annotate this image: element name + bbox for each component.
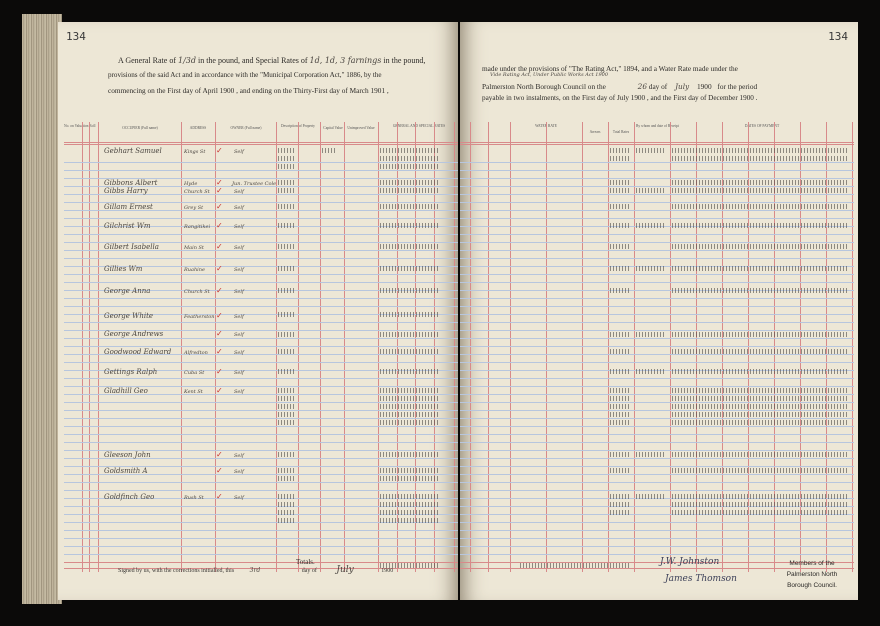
col-description: Description of Property bbox=[281, 124, 315, 128]
address-entry: Church St bbox=[184, 189, 210, 195]
owner-entry: Self bbox=[234, 389, 244, 395]
col-owner: OWNER (Full name) bbox=[230, 126, 262, 130]
address-entry: Rangitikei bbox=[184, 224, 211, 230]
payment-scrawl bbox=[672, 468, 848, 473]
check-mark-icon: ✓ bbox=[216, 178, 223, 187]
payment-scrawl bbox=[672, 420, 848, 425]
left-ledger-grid bbox=[64, 122, 458, 572]
members-line-2: Palmerston North bbox=[786, 571, 838, 578]
payment-scrawl bbox=[610, 223, 630, 228]
value-scrawl bbox=[380, 452, 440, 457]
check-mark-icon: ✓ bbox=[216, 286, 223, 295]
payment-scrawl bbox=[636, 148, 666, 153]
address-entry: Church St bbox=[184, 289, 210, 295]
page-number-left: 134 bbox=[66, 30, 86, 43]
owner-entry: Self bbox=[234, 245, 244, 251]
value-scrawl bbox=[380, 518, 440, 523]
value-scrawl bbox=[380, 223, 440, 228]
check-mark-icon: ✓ bbox=[216, 450, 223, 459]
payment-scrawl bbox=[636, 188, 666, 193]
occupier-entry: Goldsmith A bbox=[104, 467, 148, 475]
occupier-entry: Goodwood Edward bbox=[104, 348, 172, 356]
footer-year: 1900 bbox=[381, 568, 394, 574]
payment-scrawl bbox=[672, 510, 848, 515]
totals-scrawl bbox=[520, 563, 630, 568]
payment-scrawl bbox=[672, 494, 848, 499]
members-line-1: Members of the bbox=[789, 560, 835, 567]
payment-scrawl bbox=[610, 204, 630, 209]
occupier-entry: Gibbs Harry bbox=[104, 187, 148, 195]
value-scrawl bbox=[278, 412, 294, 417]
payment-scrawl bbox=[672, 369, 848, 374]
value-scrawl bbox=[380, 412, 440, 417]
value-scrawl bbox=[380, 349, 440, 354]
payment-scrawl bbox=[672, 244, 848, 249]
owner-entry: Self bbox=[234, 205, 244, 211]
occupier-entry: Gebhart Samuel bbox=[104, 147, 162, 155]
value-scrawl bbox=[278, 244, 294, 249]
payment-scrawl bbox=[610, 510, 630, 515]
value-scrawl bbox=[380, 494, 440, 499]
signature-2: James Thomson bbox=[665, 574, 737, 584]
owner-entry: Self bbox=[234, 350, 244, 356]
signature-1: J.W. Johnston bbox=[660, 557, 720, 567]
value-scrawl bbox=[380, 369, 440, 374]
payment-scrawl bbox=[610, 180, 630, 185]
payment-scrawl bbox=[672, 188, 848, 193]
value-scrawl bbox=[278, 510, 294, 515]
value-scrawl bbox=[278, 494, 294, 499]
right-header-handwritten-note: Vide Rating Act, Under Public Works Act 1900 bbox=[490, 72, 609, 78]
payment-scrawl bbox=[672, 180, 848, 185]
header-special-rates: in the pound, and Special Rates of bbox=[197, 56, 308, 65]
payment-scrawl bbox=[610, 468, 630, 473]
payment-scrawl bbox=[672, 332, 848, 337]
value-scrawl bbox=[380, 502, 440, 507]
right-ledger-grid bbox=[460, 122, 854, 572]
council-month: July bbox=[675, 82, 690, 91]
header-general-rate: A General Rate of bbox=[118, 56, 176, 65]
address-entry: Alfredton bbox=[184, 350, 208, 356]
payment-scrawl bbox=[610, 369, 630, 374]
header-line-1 bbox=[118, 54, 425, 67]
occupier-entry: Goldfinch Geo bbox=[104, 493, 155, 501]
payment-scrawl bbox=[672, 452, 848, 457]
check-mark-icon: ✓ bbox=[216, 347, 223, 356]
council-period: for the period bbox=[717, 82, 758, 91]
check-mark-icon: ✓ bbox=[216, 329, 223, 338]
footer-signed bbox=[118, 565, 393, 575]
check-mark-icon: ✓ bbox=[216, 466, 223, 475]
payment-scrawl bbox=[672, 388, 848, 393]
left-ledger-page bbox=[58, 22, 458, 600]
col-receipt: By whom and date of Receipt bbox=[636, 124, 679, 128]
owner-entry: Self bbox=[234, 469, 244, 475]
payment-scrawl bbox=[636, 223, 666, 228]
col-capital-value: Capital Value bbox=[323, 126, 343, 130]
col-dates-of-payment: DATES OF PAYMENT bbox=[744, 124, 780, 128]
check-mark-icon: ✓ bbox=[216, 146, 223, 155]
value-scrawl bbox=[278, 188, 294, 193]
value-scrawl bbox=[278, 502, 294, 507]
col-total-rates: Total Rates bbox=[612, 130, 630, 134]
col-unimproved: Unimproved Value bbox=[347, 126, 375, 130]
value-scrawl bbox=[380, 404, 440, 409]
payment-scrawl bbox=[636, 369, 666, 374]
address-entry: Main St bbox=[184, 245, 204, 251]
right-header-line-4: payable in two instalments, on the First day of July 1900 , and the First day of December 1900 . bbox=[482, 94, 758, 102]
payment-scrawl bbox=[672, 396, 848, 401]
value-scrawl bbox=[278, 266, 294, 271]
value-scrawl bbox=[380, 510, 440, 515]
value-scrawl bbox=[278, 518, 294, 523]
value-scrawl bbox=[380, 180, 440, 185]
occupier-entry: Gilchrist Wm bbox=[104, 222, 151, 230]
payment-scrawl bbox=[610, 494, 630, 499]
occupier-entry: Gettings Ralph bbox=[104, 368, 158, 376]
payment-scrawl bbox=[672, 502, 848, 507]
value-scrawl bbox=[380, 244, 440, 249]
value-scrawl bbox=[380, 312, 440, 317]
payment-scrawl bbox=[610, 404, 630, 409]
occupier-entry: Gleeson John bbox=[104, 451, 151, 459]
occupier-entry: Gillies Wm bbox=[104, 265, 143, 273]
owner-entry: Self bbox=[234, 224, 244, 230]
payment-scrawl bbox=[672, 412, 848, 417]
payment-scrawl bbox=[610, 412, 630, 417]
payment-scrawl bbox=[610, 332, 630, 337]
check-mark-icon: ✓ bbox=[216, 492, 223, 501]
value-scrawl bbox=[380, 204, 440, 209]
payment-scrawl bbox=[610, 396, 630, 401]
payment-scrawl bbox=[636, 494, 666, 499]
council-day-of: day of bbox=[648, 82, 668, 91]
payment-scrawl bbox=[610, 349, 630, 354]
value-scrawl bbox=[278, 148, 294, 153]
value-scrawl bbox=[380, 332, 440, 337]
value-scrawl bbox=[278, 164, 294, 169]
address-entry: Featherston bbox=[184, 314, 215, 320]
value-scrawl bbox=[278, 452, 294, 457]
page-number-right: 134 bbox=[828, 30, 848, 43]
header-special-handwritten: 1d, 1d, 3 farnings bbox=[309, 56, 382, 65]
owner-entry: Self bbox=[234, 289, 244, 295]
value-scrawl bbox=[278, 420, 294, 425]
owner-entry: Self bbox=[234, 453, 244, 459]
address-entry: Cuba St bbox=[184, 370, 205, 376]
payment-scrawl bbox=[672, 156, 848, 161]
owner-entry: Self bbox=[234, 495, 244, 501]
payment-scrawl bbox=[610, 188, 630, 193]
owner-entry: Self bbox=[234, 189, 244, 195]
check-mark-icon: ✓ bbox=[216, 367, 223, 376]
value-scrawl bbox=[380, 164, 440, 169]
check-mark-icon: ✓ bbox=[216, 311, 223, 320]
header-rate-handwritten: 1/3d bbox=[177, 56, 196, 65]
payment-scrawl bbox=[672, 266, 848, 271]
owner-entry: Jun. Trustee Cole bbox=[232, 181, 277, 187]
col-valuation-no: No. on Valuation Roll bbox=[64, 124, 96, 128]
occupier-entry: Gillam Ernest bbox=[104, 203, 153, 211]
col-occupier: OCCUPIER (Full name) bbox=[122, 126, 158, 130]
owner-entry: Self bbox=[234, 267, 244, 273]
value-scrawl bbox=[278, 204, 294, 209]
value-scrawl bbox=[278, 288, 294, 293]
value-scrawl bbox=[278, 468, 294, 473]
value-scrawl bbox=[278, 476, 294, 481]
payment-scrawl bbox=[636, 266, 666, 271]
value-scrawl bbox=[380, 288, 440, 293]
value-scrawl bbox=[278, 332, 294, 337]
address-entry: Rush St bbox=[184, 495, 204, 501]
check-mark-icon: ✓ bbox=[216, 186, 223, 195]
owner-entry: Self bbox=[234, 314, 244, 320]
payment-scrawl bbox=[610, 388, 630, 393]
payment-scrawl bbox=[672, 148, 848, 153]
occupier-entry: Gibbons Albert bbox=[104, 179, 158, 187]
payment-scrawl bbox=[672, 349, 848, 354]
footer-day-number: 3rd bbox=[249, 567, 261, 574]
header-in-pound: in the pound, bbox=[383, 56, 426, 65]
col-address: ADDRESS bbox=[189, 126, 207, 130]
address-entry: Kings St bbox=[184, 149, 206, 155]
value-scrawl bbox=[380, 388, 440, 393]
totals-label: Totals. bbox=[296, 558, 315, 566]
council-day: 26 bbox=[637, 82, 647, 91]
col-arrears: Arrears bbox=[589, 130, 601, 134]
address-entry: Ruahine bbox=[184, 267, 205, 273]
owner-entry: Self bbox=[234, 332, 244, 338]
value-scrawl bbox=[278, 369, 294, 374]
value-scrawl bbox=[322, 148, 336, 153]
members-line-3: Borough Council. bbox=[787, 582, 837, 589]
payment-scrawl bbox=[672, 204, 848, 209]
payment-scrawl bbox=[610, 288, 630, 293]
owner-entry: Self bbox=[234, 370, 244, 376]
owner-entry: Self bbox=[234, 149, 244, 155]
occupier-entry: George White bbox=[104, 312, 154, 320]
check-mark-icon: ✓ bbox=[216, 242, 223, 251]
value-scrawl bbox=[380, 188, 440, 193]
occupier-entry: Gilbert Isabella bbox=[104, 243, 159, 251]
value-scrawl bbox=[380, 156, 440, 161]
council-year: 1900 bbox=[697, 82, 712, 91]
footer-month: July bbox=[336, 565, 354, 575]
council-name: Palmerston North Borough Council on the bbox=[482, 82, 606, 91]
value-scrawl bbox=[380, 396, 440, 401]
value-scrawl bbox=[278, 349, 294, 354]
occupier-entry: George Andrews bbox=[104, 330, 164, 338]
payment-scrawl bbox=[610, 266, 630, 271]
check-mark-icon: ✓ bbox=[216, 202, 223, 211]
value-scrawl bbox=[278, 312, 294, 317]
value-scrawl bbox=[278, 388, 294, 393]
members-block bbox=[772, 558, 852, 591]
col-water-rate: WATER RATE bbox=[535, 124, 557, 128]
payment-scrawl bbox=[610, 244, 630, 249]
address-entry: Kent St bbox=[184, 389, 203, 395]
check-mark-icon: ✓ bbox=[216, 221, 223, 230]
value-scrawl bbox=[278, 396, 294, 401]
right-header-line-1: made under the provisions of "The Rating Act," 1894, and a Water Rate made under the bbox=[482, 64, 738, 73]
value-scrawl bbox=[278, 404, 294, 409]
right-ledger-page bbox=[460, 22, 858, 600]
payment-scrawl bbox=[672, 404, 848, 409]
address-entry: Hyde bbox=[184, 181, 198, 187]
occupier-entry: Gladhill Geo bbox=[104, 387, 148, 395]
value-scrawl bbox=[278, 180, 294, 185]
occupier-entry: George Anna bbox=[104, 287, 151, 295]
payment-scrawl bbox=[610, 452, 630, 457]
value-scrawl bbox=[278, 223, 294, 228]
payment-scrawl bbox=[636, 332, 666, 337]
check-mark-icon: ✓ bbox=[216, 264, 223, 273]
value-scrawl bbox=[380, 476, 440, 481]
check-mark-icon: ✓ bbox=[216, 386, 223, 395]
header-line-3: commencing on the First day of April 1900 , and ending on the Thirty-First day of March 1901 , bbox=[108, 86, 389, 95]
payment-scrawl bbox=[672, 288, 848, 293]
value-scrawl bbox=[380, 148, 440, 153]
value-scrawl bbox=[380, 266, 440, 271]
header-line-2: provisions of the said Act and in accordance with the "Municipal Corporation Act," 1886, by the bbox=[108, 71, 382, 79]
address-entry: Grey St bbox=[184, 205, 204, 211]
payment-scrawl bbox=[672, 223, 848, 228]
payment-scrawl bbox=[636, 452, 666, 457]
value-scrawl bbox=[278, 156, 294, 161]
col-general-special-rates: GENERAL AND SPECIAL RATES bbox=[392, 124, 446, 128]
payment-scrawl bbox=[610, 420, 630, 425]
value-scrawl bbox=[380, 468, 440, 473]
book-page-edges bbox=[22, 14, 62, 604]
payment-scrawl bbox=[610, 148, 630, 153]
value-scrawl bbox=[380, 420, 440, 425]
payment-scrawl bbox=[610, 502, 630, 507]
payment-scrawl bbox=[610, 156, 630, 161]
footer-signed-text: Signed by us, with the corrections initialled, this bbox=[118, 568, 235, 574]
footer-day-of: day of bbox=[301, 568, 317, 574]
